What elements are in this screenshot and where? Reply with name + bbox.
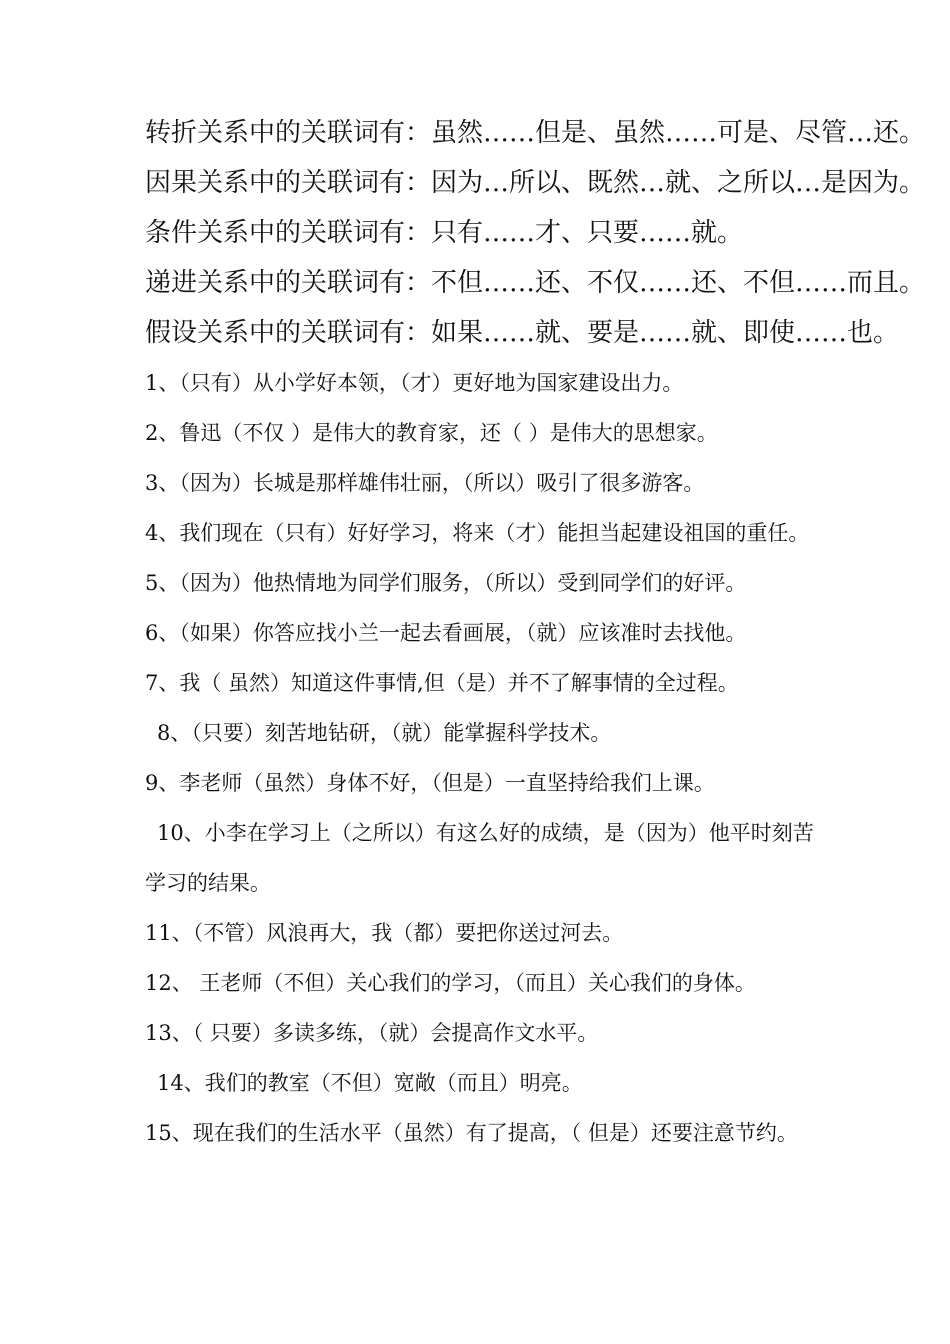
exercise-item-7: 7、我（ 虽然）知道这件事情,但（是）并不了解事情的全过程。 [145, 671, 739, 695]
exercise-item-11: 11、（不管）风浪再大，我（都）要把你送过河去。 [145, 921, 624, 945]
conjunction-definitions [145, 108, 945, 358]
exercise-item-10-continuation: 学习的结果。 [145, 871, 271, 895]
exercise-item-9: 9、李老师（虽然）身体不好，（但是）一直坚持给我们上课。 [145, 771, 715, 795]
exercise-item-13: 13、（ 只要）多读多练，（就）会提高作文水平。 [145, 1021, 599, 1045]
exercise-item-12: 12、 王老师（不但）关心我们的学习，（而且）关心我们的身体。 [145, 971, 756, 995]
exercise-item-14: 14、我们的教室（不但）宽敞（而且）明亮。 [157, 1071, 583, 1095]
exercise-item-8: 8、（只要）刻苦地钻研，（就）能掌握科学技术。 [157, 721, 612, 745]
exercise-item-4: 4、我们现在（只有）好好学习，将来（才）能担当起建设祖国的重任。 [145, 521, 810, 545]
exercise-item-2: 2、鲁迅（不仅 ）是伟大的教育家，还（ ）是伟大的思想家。 [145, 421, 718, 445]
exercise-item-10: 10、小李在学习上（之所以）有这么好的成绩，是（因为）他平时刻苦 [157, 821, 814, 845]
definition-causal: 因果关系中的关联词有：因为…所以、既然…就、之所以…是因为。 [145, 168, 926, 198]
definition-progressive: 递进关系中的关联词有：不但……还、不仅……还、不但……而且。 [145, 268, 926, 298]
exercise-list [145, 358, 925, 1158]
definition-conditional: 条件关系中的关联词有：只有……才、只要……就。 [145, 218, 744, 248]
exercise-item-6: 6、（如果）你答应找小兰一起去看画展，（就）应该准时去找他。 [145, 621, 747, 645]
exercise-item-3: 3、（因为）长城是那样雄伟壮丽，（所以）吸引了很多游客。 [145, 471, 705, 495]
exercise-item-15: 15、现在我们的生活水平（虽然）有了提高，（ 但是）还要注意节约。 [145, 1121, 798, 1145]
definition-hypothetical: 假设关系中的关联词有：如果……就、要是……就、即使……也。 [145, 318, 900, 348]
exercise-item-1: 1、（只有）从小学好本领，（才）更好地为国家建设出力。 [145, 371, 684, 395]
definition-adversative: 转折关系中的关联词有：虽然……但是、虽然……可是、尽管…还。 [145, 118, 926, 148]
exercise-item-5: 5、（因为）他热情地为同学们服务，（所以）受到同学们的好评。 [145, 571, 747, 595]
